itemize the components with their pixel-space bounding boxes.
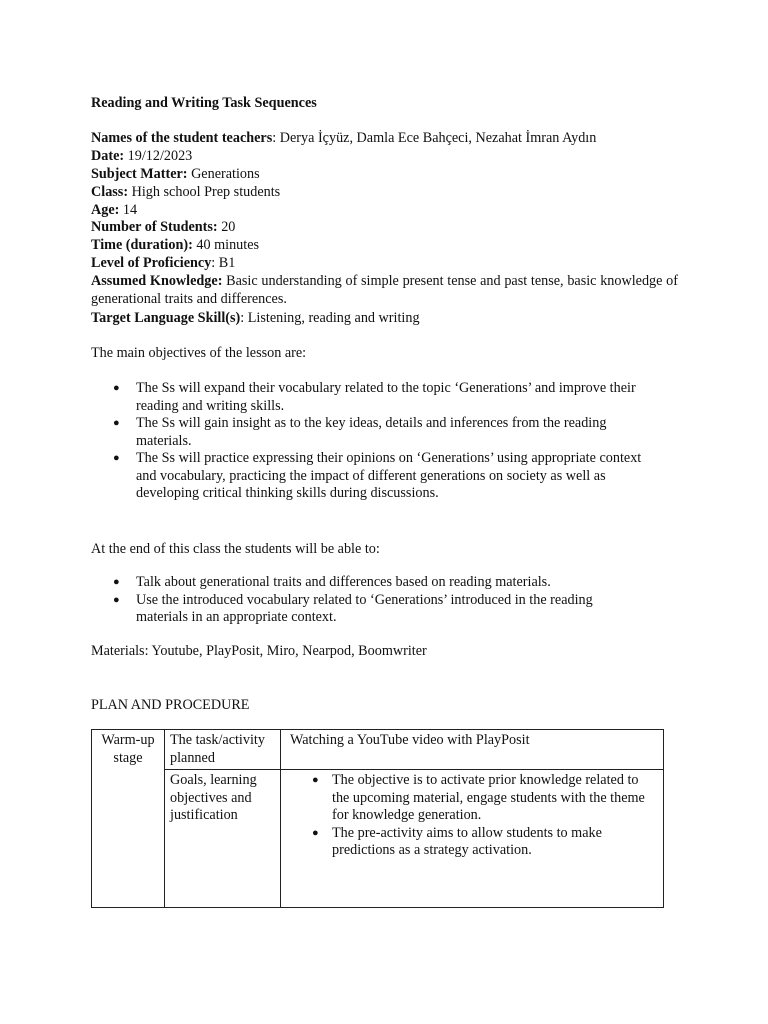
goals-list — [286, 772, 658, 860]
time-line: Time (duration): 40 minutes — [91, 237, 260, 253]
plan-table — [91, 729, 664, 908]
list-item: ● The Ss will gain insight as to the key ideas, details and inferences from the reading materials. — [91, 415, 651, 450]
materials-line: Materials: Youtube, PlayPosit, Miro, Nearpod, Boomwriter — [91, 643, 427, 659]
subject-line: Subject Matter: Generations — [91, 166, 260, 182]
row-value: Watching a YouTube video with PlayPosit — [281, 730, 664, 770]
list-item: ● Talk about generational traits and differences based on reading materials. — [91, 574, 641, 592]
objectives-intro: The main objectives of the lesson are: — [91, 345, 307, 361]
students-line: Number of Students: 20 — [91, 219, 236, 235]
stage-cell: Warm-up stage — [92, 730, 165, 908]
date-line: Date: 19/12/2023 — [91, 148, 193, 164]
row-label: The task/activity planned — [165, 730, 281, 770]
objectives-list — [91, 380, 651, 503]
list-item: ● The Ss will expand their vocabulary related to the topic ‘Generations’ and improve their reading and writing skills. — [91, 380, 651, 415]
document-title: Reading and Writing Task Sequences — [91, 95, 317, 111]
list-item: ● The objective is to activate prior knowledge related to the upcoming material, engage students with the theme for knowledge generation. — [286, 772, 658, 825]
list-item: ● Use the introduced vocabulary related to ‘Generations’ introduced in the reading materials in an appropriate context. — [91, 592, 641, 627]
outcomes-intro: At the end of this class the students will be able to: — [91, 541, 380, 557]
target-skill-line: Target Language Skill(s): Listening, reading and writing — [91, 310, 420, 326]
outcomes-list — [91, 574, 641, 627]
list-item: ● The Ss will practice expressing their opinions on ‘Generations’ using appropriate context and vocabulary, practicing the impact of different generations on society as well as developing critical thinking skills during discussions. — [91, 450, 651, 503]
assumed-knowledge: Assumed Knowledge: Basic understanding of simple present tense and past tense, basic knowledge of generational traits and differences. — [91, 273, 678, 307]
names-line: Names of the student teachers: Derya İçyüz, Damla Ece Bahçeci, Nezahat İmran Aydın — [91, 130, 597, 146]
level-line: Level of Proficiency: B1 — [91, 255, 236, 271]
plan-heading: PLAN AND PROCEDURE — [91, 697, 250, 713]
class-line: Class: High school Prep students — [91, 184, 281, 200]
row-value — [281, 770, 664, 908]
row-label: Goals, learning objectives and justification — [165, 770, 281, 908]
list-item: ● The pre-activity aims to allow students to make predictions as a strategy activation. — [286, 825, 658, 860]
age-line: Age: 14 — [91, 202, 138, 218]
